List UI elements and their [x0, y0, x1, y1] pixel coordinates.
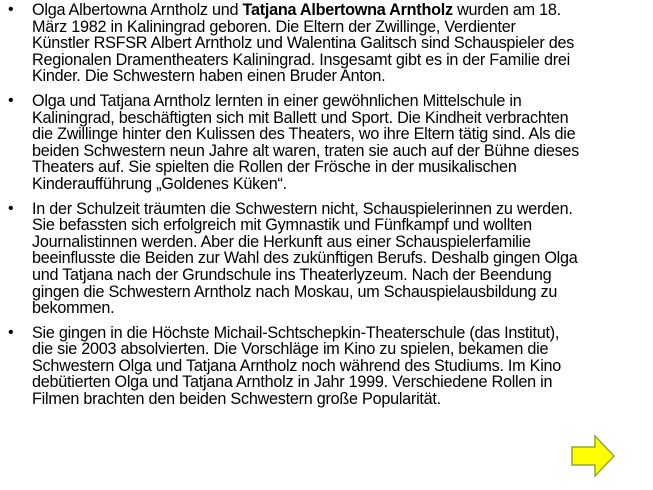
text-line: Filmen brachten den beiden Schwestern große Popularität. [32, 390, 441, 409]
text-line: Olga Albertowna Arntholz und Tatjana Albertowna Arntholz wurden am 18. [32, 1, 561, 19]
bullet-paragraph-4 [8, 325, 653, 408]
text-line: debütierten Olga und Tatjana Arntholz in Jahr 1999. Verschiedene Rollen in [32, 373, 553, 392]
bullet-paragraph-3 [8, 201, 653, 317]
text-line: Regionalen Dramentheaters Kaliningrad. Insgesamt gibt es in der Familie drei [32, 50, 570, 69]
bullet-list [8, 2, 653, 416]
bullet-dot: • [8, 91, 14, 109]
bullet-paragraph-1 [8, 2, 653, 85]
bullet-dot: • [8, 199, 14, 217]
text-line: Olga und Tatjana Arntholz lernten in einer gewöhnlichen Mittelschule in [32, 91, 522, 110]
text-line: Kinderaufführung „Goldenes Küken“. [32, 174, 287, 193]
text-line: Journalistinnen werden. Aber die Herkunft aus einer Schauspielerfamilie [32, 232, 531, 251]
text-line: bekommen. [32, 299, 115, 318]
bold-name: Tatjana Albertowna Arntholz [242, 1, 453, 19]
text-line: und Tatjana nach der Grundschule ins Theaterlyzeum. Nach der Beendung [32, 265, 552, 284]
text-line: Schwestern Olga und Tatjana Arntholz noch während des Studiums. Im Kino [32, 356, 562, 375]
bullet-dot: • [8, 1, 14, 18]
bullet-paragraph-2 [8, 93, 653, 193]
text-line: Kinder. Die Schwestern haben einen Bruder Anton. [32, 67, 386, 86]
bullet-dot: • [8, 323, 14, 341]
text-line: Künstler RSFSR Albert Arntholz und Walentina Galitsch sind Schauspieler des [32, 34, 575, 53]
text-line: beiden Schwestern neun Jahre alt waren, traten sie auch auf der Bühne dieses [32, 141, 580, 160]
text-line: In der Schulzeit träumten die Schwestern nicht, Schauspielerinnen zu werden. [32, 199, 573, 218]
text-line: die sie 2003 absolvierten. Die Vorschläge im Kino zu spielen, bekamen die [32, 340, 549, 359]
text-line: Sie befassten sich erfolgreich mit Gymnastik und Fünfkampf und wollten [32, 216, 532, 235]
text-line: Sie gingen in die Höchste Michail-Schtschepkin-Theaterschule (das Institut), [32, 323, 560, 342]
text-line: die Zwillinge hinter den Kulissen des Theaters, wo ihre Eltern tätig sind. Als die [32, 125, 576, 144]
text-line: Kaliningrad, beschäftigten sich mit Ballett und Sport. Die Kindheit verbrachten [32, 108, 569, 127]
text-line: März 1982 in Kaliningrad geboren. Die Eltern der Zwillinge, Verdienter [32, 17, 516, 36]
right-arrow-icon[interactable] [571, 434, 615, 478]
text-line: gingen die Schwestern Arntholz nach Moskau, um Schauspielausbildung zu [32, 282, 558, 301]
right-arrow-shape[interactable] [572, 436, 614, 476]
text-line: Theaters auf. Sie spielten die Rollen der Frösche in der musikalischen [32, 158, 517, 177]
text-line: beeinflusste die Beiden zur Wahl des zukünftigen Berufs. Deshalb gingen Olga [32, 249, 578, 268]
